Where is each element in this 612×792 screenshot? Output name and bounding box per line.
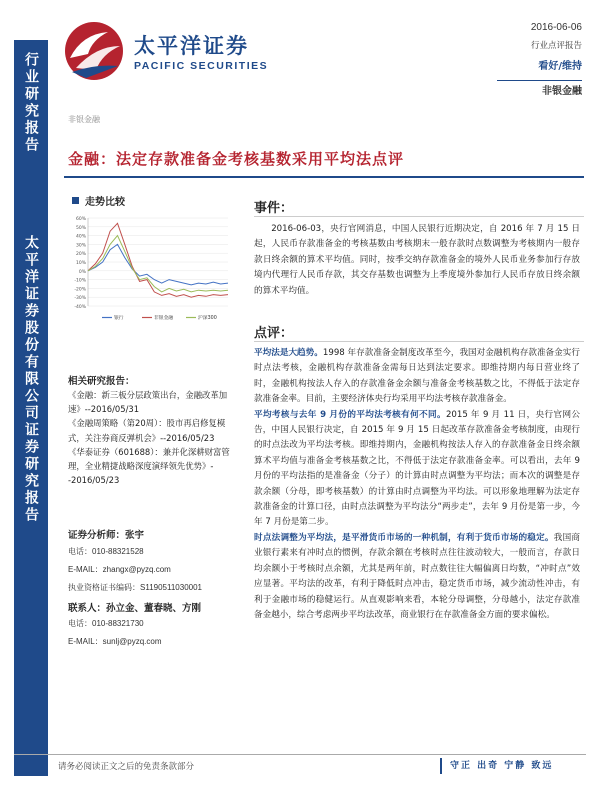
y-tick-label: -20% [74,287,86,293]
report-date: 2016-06-06 [530,22,582,33]
y-tick-label: -40% [74,305,86,310]
breadcrumb: 非银金融 [68,115,100,124]
related-reports-list [68,388,238,487]
report-meta [531,22,582,72]
company-logo [62,20,272,82]
sidebar-band [14,40,48,776]
comment-paragraph-2 [254,408,580,531]
related-report-item[interactable]: 《金融：新三板分层政策出台，金融改革加速》--2016/05/31 [68,390,228,415]
contact-phone: 电话：010-88321730 [68,619,144,628]
company-motto: 守正 出奇 宁静 致远 [440,758,580,774]
related-report-item[interactable]: 《华泰证券（601688）：兼并化深耕财富管理，全业精捷战略深度演绎领先优势》--2016/05/23 [68,446,230,486]
event-body [254,222,580,299]
paragraph-highlight: 平均法是大趋势。 [254,348,323,358]
report-category-label: 行业研究报告 [23,52,39,154]
y-tick-label: 40% [75,234,86,240]
y-tick-label: -30% [74,296,86,302]
logo-mark-icon [62,20,126,82]
title-divider [64,176,584,178]
logo-en-text: PACIFIC SECURITIES [134,60,269,72]
analyst-heading: 证券分析师：张宇 [68,530,145,541]
analyst-phone: 电话：010-88321528 [68,547,144,556]
analyst-cert: 执业资格证书编码：S1190511030001 [68,583,202,592]
y-tick-label: 20% [75,252,86,258]
report-type: 行业点评报告 [530,41,582,51]
contacts-heading: 联系人：孙立金、董春晓、方刚 [68,603,202,614]
analyst-email[interactable]: E-MAIL：zhangx@pyzq.com [68,565,171,574]
footer-divider [14,754,586,755]
paragraph-highlight: 平均考核与去年 9 月份的平均法考核有何不同。 [254,409,446,420]
related-report-item[interactable]: 《金融周策略（第20周）：股市再启修复模式，关注券商反弹机会》--2016/05/23 [68,418,226,443]
disclaimer-text: 请务必阅读正文之后的免责条款部分 [58,762,195,772]
trend-heading: 走势比较 [72,193,125,208]
event-divider [254,216,584,217]
header-divider [497,80,582,81]
trend-chart [64,214,232,326]
legend-label: 非银金融 [154,316,174,321]
logo-cn-text: 太平洋证券 [134,34,249,58]
y-tick-label: 0% [78,269,86,275]
trend-chart-svg [64,214,232,326]
y-tick-label: 50% [75,225,86,231]
company-label: 太平洋证券股份有限公司证券研究报告 [23,235,39,524]
y-tick-label: -10% [74,278,86,284]
paragraph-text: 1998 年存款准备金制度改革至今，我国对金融机构存款准备金实行时点法考核，金融机构存款准备金需每日达到法定要求。即维持期内每日营业终了时，金融机构按法人存入的存款准备金余额与准备金考核基数之比，不得低于法定存款准备金率。目前，主要经济体央行均采用平均法考核存款准备金。 [254,348,580,405]
series-line [88,244,228,285]
event-paragraph: 2016-06-03，央行官网消息，中国人民银行近期决定，自 2016 年 7 月 15 日起，人民币存款准备金的考核基数由考核期末一般存款时点数调整为考核期内一般存款日终余额的算术平均值。同时，按季交纳存款准备金的境外人民币业务参加行存放境内代理行人民币存款，其交存基数也调整为上季度境外参加行人民币存放日终余额的算术平均值。 [254,224,580,296]
y-tick-label: 30% [75,243,86,249]
y-tick-label: 10% [75,261,86,266]
sector-label: 非银金融 [542,86,582,97]
event-heading: 事件： [254,201,294,216]
comment-divider [254,341,584,342]
rating-label: 看好/维持 [538,61,582,72]
contact-email[interactable]: E-MAIL：sunlj@pyzq.com [68,637,162,646]
comment-paragraph-1 [254,346,580,408]
comment-body [254,346,580,623]
related-reports-heading: 相关研究报告： [68,376,135,387]
paragraph-text: 我国商业银行素来有冲时点的惯例，存款余额在考核时点往往波动较大，一般而言，存款日均余额小于考核时点余额，尤其是两年前，时点数往往大幅偏离日均数，“冲时点”效应显著。平均法的改革，有利于降低时点冲击，稳定货币市场，减少流动性冲击，有利于金融市场的稳健运行。从直观影响来看，本轮分母调整，分母越小，法定存款准备金越小，综合考虑两步平均法改革，商业银行在存款准备金方面的要求偏松。 [254,532,580,620]
paragraph-text: 2015 年 9 月 11 日，央行官网公告，中国人民银行决定，自 2015 年 9 月 15 日起改革存款准备金考核制度，由现行的时点法改为平均法考核。即维持期内，金融机构按法人存入的存款准备金日终余额算术平均值与准备金考核基数之比，不得低于法定存款准备金率。可以看出，去年 9 月份的平均法指的是准备金（分子）的计算由时点调整为平均法；而本次的调整是存款余额（分母，即考核基数）的计算由时点调整为平均法。可以形象地理解为法定存款准备金的计算口径，由时点法调整为平均法分“两步走”，去年 9 月份是第一步，今年 7 月份是第二步。 [254,409,580,528]
series-line [88,223,228,297]
paragraph-highlight: 时点法调整为平均法，是平滑货币市场的一种机制，有利于货币市场的稳定。 [254,532,554,543]
page-title: 金融：法定存款准备金考核基数采用平均法点评 [68,150,405,168]
y-tick-label: 60% [75,217,86,222]
comment-heading: 点评： [254,326,294,341]
legend-label: 沪深300 [198,316,217,321]
comment-paragraph-3 [254,531,580,623]
legend-label: 银行 [114,316,124,321]
